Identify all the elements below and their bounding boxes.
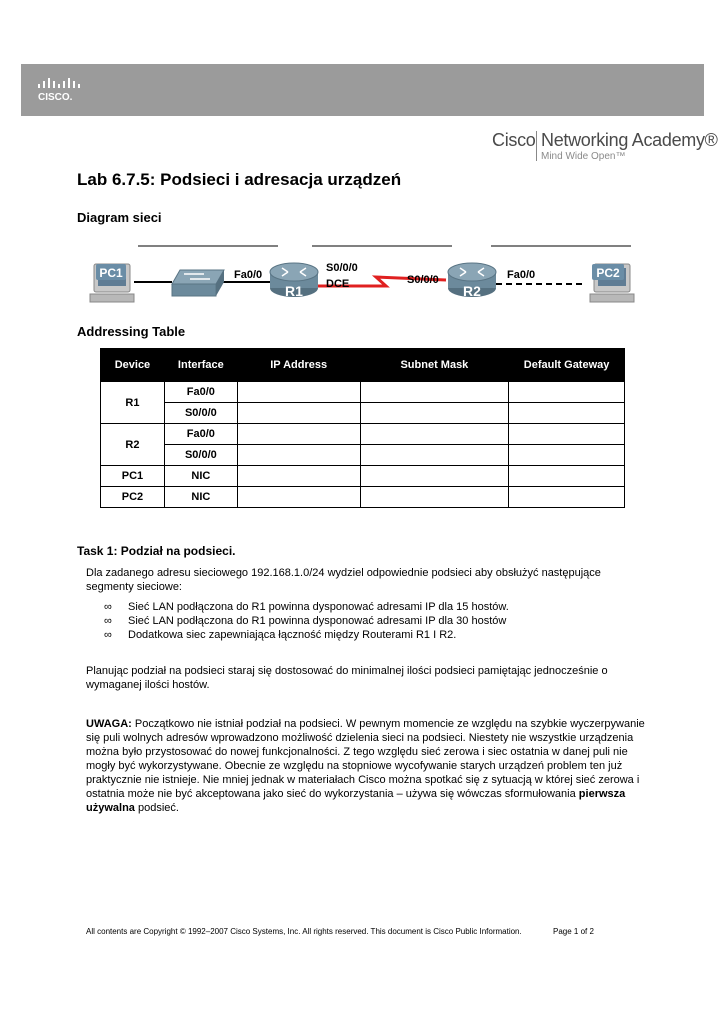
bullet-icon: ∞ [104,629,112,641]
cell-default-gateway [509,403,625,424]
diagram-heading: Diagram sieci [77,210,162,225]
addressing-table [100,348,625,508]
cell-default-gateway [509,466,625,487]
col-interface: Interface [164,349,237,382]
cisco-logo-text: CISCO. [38,92,73,103]
academy-cisco-text: Cisco [492,130,536,150]
network-diagram [86,240,638,310]
pc1-label: PC1 [99,266,123,280]
table-row [101,445,625,466]
list-item [104,614,624,628]
cell-subnet-mask [360,403,509,424]
list-item-text: Sieć LAN podłączona do R1 powinna dysponować adresami IP dla 15 hostów. [128,601,509,613]
task1-list [104,600,624,642]
footer-page-number: Page 1 of 2 [553,927,594,936]
addressing-table-heading: Addressing Table [77,324,186,339]
cell-subnet-mask [360,382,509,403]
header-banner [21,64,704,116]
footer-copyright: All contents are Copyright © 1992–2007 Cisco Systems, Inc. All rights reserved. This document is Cisco Public Information. [86,927,522,936]
cell-device: PC1 [101,466,165,487]
table-row [101,424,625,445]
task1-heading: Task 1: Podział na podsieci. [77,544,236,558]
cell-subnet-mask [360,424,509,445]
r2-label: R2 [463,283,481,299]
cell-default-gateway [509,487,625,508]
table-row [101,382,625,403]
r1-label: R1 [285,283,303,299]
pc2-icon [590,264,634,302]
cell-interface: NIC [164,466,237,487]
cell-interface: NIC [164,487,237,508]
cisco-logo [35,76,85,104]
cell-interface: Fa0/0 [164,382,237,403]
cell-default-gateway [509,445,625,466]
cell-subnet-mask [360,466,509,487]
note-text-1: Początkowo nie istniał podział na podsieci. W pewnym momencie ze względu na szybkie wyczerpywanie się puli wolnych adresów wprowadzono możliwość dzielenia sieci na podsieci. Niestety nie wszystkie urządzenia można było przystosować do nowej funkcjonalności. Z tego względu sieć zerowa i siec ostatnia w danej puli nie mogły być wykorzystywane. Obecnie ze względu na stopniowe wycofywanie starych urządzeń problem ten już praktycznie nie istnieje. Nie mniej jednak w materiałach Cisco można spotkać się z sytuacją w której sieć zerowa i ostatnia może nie być akceptowana jako sieć do wykorzystania – używa się wówczas sformułowania [86,718,645,800]
col-default-gateway: Default Gateway [509,349,625,382]
cell-device: PC2 [101,487,165,508]
table-row [101,466,625,487]
pc1-icon [90,264,134,302]
note-label: UWAGA: [86,718,132,730]
list-item-text: Sieć LAN podłączona do R1 powinna dysponować adresami IP dla 30 hostów [128,615,507,627]
cell-ip-address [237,424,360,445]
table-row [101,403,625,424]
r2-icon [448,263,496,299]
note-text-2: podsieć. [134,802,179,814]
col-ip-address: IP Address [237,349,360,382]
col-device: Device [101,349,165,382]
bullet-icon: ∞ [104,615,112,627]
r1-fa-label: Fa0/0 [234,269,263,281]
cell-ip-address [237,382,360,403]
cell-ip-address [237,466,360,487]
note-bold: pierwsza używalna [86,788,626,814]
note-paragraph [86,717,646,815]
r2-fa-label: Fa0/0 [507,269,536,281]
task1-intro: Dla zadanego adresu sieciowego 192.168.1.0/24 wydziel odpowiednie podsieci aby obsłużyć następujące segmenty sieciowe: [86,567,601,593]
table-row [101,487,625,508]
bullet-icon: ∞ [104,601,112,613]
switch-icon [172,270,224,296]
cell-interface: S0/0/0 [164,403,237,424]
r1-icon [270,263,318,299]
r2-serial-label: S0/0/0 [407,274,439,286]
cell-ip-address [237,445,360,466]
cell-interface: S0/0/0 [164,445,237,466]
cell-default-gateway [509,424,625,445]
cell-subnet-mask [360,445,509,466]
pc2-label: PC2 [596,266,620,280]
planning-paragraph: Planując podział na podsieci staraj się dostosować do minimalnej ilości podsieci pamiętając jednocześnie o wymaganej ilości hostów. [86,665,608,691]
cell-ip-address [237,487,360,508]
list-item [104,628,624,642]
list-item-text: Dodatkowa siec zapewniająca łączność między Routerami R1 I R2. [128,629,457,641]
cell-device: R2 [101,424,165,466]
r1-dce-label: DCE [326,278,350,290]
page-title: Lab 6.7.5: Podsieci i adresacja urządzeń [77,170,402,189]
r1-serial-label: S0/0/0 [326,262,358,274]
list-item [104,600,624,614]
cell-default-gateway [509,382,625,403]
academy-divider [536,131,537,161]
academy-brand [492,128,718,164]
table-header-row [101,349,625,382]
cell-subnet-mask [360,487,509,508]
cell-interface: Fa0/0 [164,424,237,445]
academy-name: Networking Academy® [541,130,718,150]
academy-tagline: Mind Wide Open™ [541,151,626,162]
cell-device: R1 [101,382,165,424]
cell-ip-address [237,403,360,424]
col-subnet-mask: Subnet Mask [360,349,509,382]
